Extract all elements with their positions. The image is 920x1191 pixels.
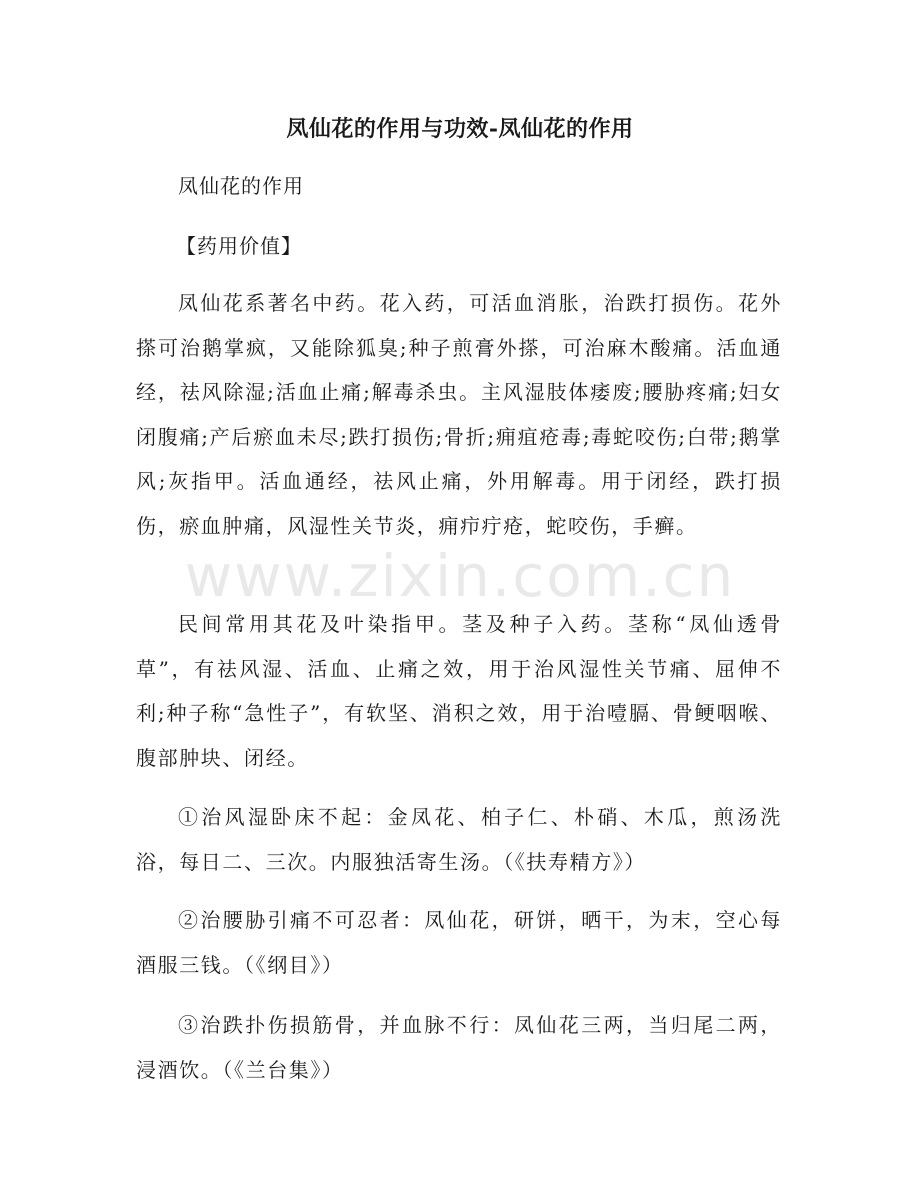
paragraph-4: ②治腰胁引痛不可忍者：凤仙花，研饼，晒干，为末，空心每酒服三钱。（《纲目》） bbox=[136, 908, 782, 977]
paragraph-1: 凤仙花系著名中药。花入药，可活血消胀，治跌打损伤。花外搽可治鹅掌疯，又能除狐臭;种子煎膏外搽，可治麻木酸痛。活血通经，祛风除湿;活血止痛;解毒杀虫。主风湿肢体痿废;腰胁疼痛;妇女闭腹痛;产后瘀血未尽;跌打损伤;骨折;痈疽疮毒;毒蛇咬伤;白带;鹅掌风;灰指甲。活血通经，祛风止痛，外用解毒。用于闭经，跌打损伤，瘀血肿痛，风湿性关节炎，痈疖疔疮，蛇咬伤，手癣。 bbox=[136, 291, 782, 538]
paragraph-3: ①治风湿卧床不起：金凤花、柏子仁、朴硝、木瓜，煎汤洗浴，每日二、三次。内服独活寄生汤。（《扶寿精方》） bbox=[136, 805, 782, 874]
subsection-heading: 【药用价值】 bbox=[176, 234, 302, 258]
paragraph-2: 民间常用其花及叶染指甲。茎及种子入药。茎称“凤仙透骨草”，有祛风湿、活血、止痛之效，用于治风湿性关节痛、屈伸不利;种子称“急性子”，有软坚、消积之效，用于治噎膈、骨鲠咽喉、腹部肿块、闭经。 bbox=[136, 612, 782, 770]
section-heading: 凤仙花的作用 bbox=[178, 174, 304, 198]
document-title: 凤仙花的作用与功效-凤仙花的作用 bbox=[286, 116, 634, 142]
paragraph-5: ③治跌扑伤损筋骨，并血脉不行：凤仙花三两，当归尾二两，浸酒饮。（《兰台集》） bbox=[136, 1013, 782, 1082]
watermark: www.zixin.com.cn bbox=[184, 542, 736, 610]
